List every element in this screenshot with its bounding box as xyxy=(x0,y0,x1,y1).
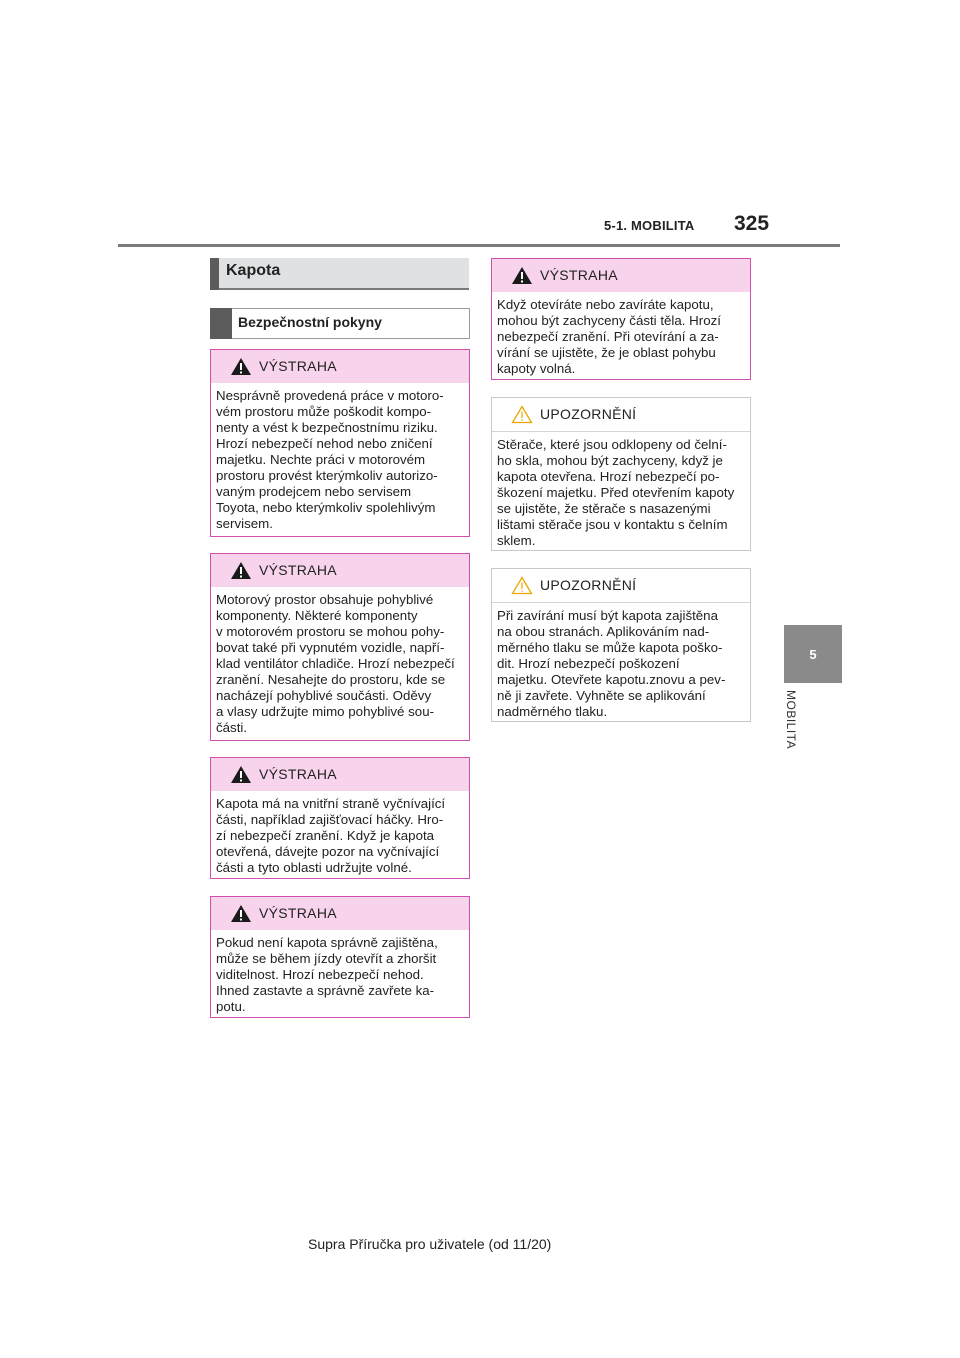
warning-header xyxy=(211,554,469,587)
warning-triangle-icon xyxy=(230,561,252,580)
subsection-heading-text: Bezpečnostní pokyny xyxy=(238,314,382,330)
warning-text xyxy=(211,383,469,532)
chapter-label xyxy=(784,690,806,770)
text-line: Stěrače, které jsou odklopeny od čelní- xyxy=(497,437,727,452)
warning-box xyxy=(210,757,470,879)
text-line: komponenty. Některé komponenty xyxy=(216,608,418,623)
warning-title: VÝSTRAHA xyxy=(540,267,618,283)
caution-header xyxy=(492,398,750,432)
text-line: dit. Hrozí nebezpečí poškození xyxy=(497,656,680,671)
text-line: v motorovém prostoru se mohou pohy- xyxy=(216,624,445,639)
warning-triangle-icon xyxy=(230,904,252,923)
text-line: servisem. xyxy=(216,516,273,531)
text-line: Kapota má na vnitřní straně vyčnívající xyxy=(216,796,446,811)
caution-title: UPOZORNĚNÍ xyxy=(540,577,637,593)
warning-triangle-icon xyxy=(230,357,252,376)
warning-triangle-icon xyxy=(511,266,533,285)
text-line: části a tyto oblasti udržujte volné. xyxy=(216,860,412,875)
subsection-heading xyxy=(210,308,470,339)
text-line: vém prostoru může poškodit kompo- xyxy=(216,404,432,419)
text-line: Pokud není kapota správně zajištěna, xyxy=(216,935,438,950)
text-line: části, například zajišťovací háčky. Hro- xyxy=(216,812,444,827)
text-line: prostoru provést kterýmkoliv autorizo- xyxy=(216,468,438,483)
text-line: majetku. Nechte práci v motorovém xyxy=(216,452,426,467)
text-line: sklem. xyxy=(497,533,536,548)
text-line: Motorový prostor obsahuje pohyblivé xyxy=(216,592,434,607)
text-line: zranění. Nesahejte do prostoru, kde se xyxy=(216,672,446,687)
text-line: Při zavírání musí být kapota zajištěna xyxy=(497,608,718,623)
text-line: vírání se ujistěte, že je oblast pohybu xyxy=(497,345,716,360)
warning-title: VÝSTRAHA xyxy=(259,358,337,374)
text-line: Toyota, nebo kterýmkoliv spolehlivým xyxy=(216,500,436,515)
text-line: mohou být zachyceny části těla. Hrozí xyxy=(497,313,721,328)
subheading-bar xyxy=(210,308,232,339)
text-line: nenty a vést k bezpečnostnímu riziku. xyxy=(216,420,438,435)
text-line: nacházejí pohyblivé součásti. Oděvy xyxy=(216,688,432,703)
text-line: nebezpečí zranění. Při otevírání a za- xyxy=(497,329,719,344)
caution-text xyxy=(492,603,750,720)
warning-title: VÝSTRAHA xyxy=(259,766,337,782)
caution-triangle-icon xyxy=(511,576,533,595)
chapter-tab[interactable]: 5 xyxy=(784,625,842,683)
warning-header xyxy=(211,758,469,791)
caution-text xyxy=(492,432,750,549)
warning-header xyxy=(492,259,750,292)
warning-header xyxy=(211,350,469,383)
text-line: nadměrného tlaku. xyxy=(497,704,608,719)
text-line: kapota otevřena. Hrozí nebezpečí po- xyxy=(497,469,720,484)
warning-header xyxy=(211,897,469,930)
warning-box xyxy=(491,258,751,380)
section-heading-text: Kapota xyxy=(226,262,281,279)
text-line: klad ventilátor chladiče. Hrozí nebezpečí xyxy=(216,656,455,671)
caution-box xyxy=(491,568,751,722)
text-line: viditelnost. Hrozí nebezpečí nehod. xyxy=(216,967,424,982)
text-line: Hrozí nebezpečí nehod nebo zničení xyxy=(216,436,433,451)
text-line: na obou stranách. Aplikováním nad- xyxy=(497,624,710,639)
text-line: lištami stěrače jsou v kontaktu s čelním xyxy=(497,517,728,532)
text-line: otevřená, dávejte pozor na vyčnívající xyxy=(216,844,440,859)
heading-bar xyxy=(210,258,219,290)
caution-box xyxy=(491,397,751,551)
caution-header xyxy=(492,569,750,603)
text-line: měrného tlaku se může kapota poško- xyxy=(497,640,723,655)
warning-box xyxy=(210,553,470,741)
caution-title: UPOZORNĚNÍ xyxy=(540,406,637,422)
warning-text xyxy=(211,587,469,736)
text-line: se ujistěte, že stěrače s nasazenými xyxy=(497,501,711,516)
text-line: majetku. Otevřete kapotu.znovu a pev- xyxy=(497,672,726,687)
chapter-label-text: MOBILITA xyxy=(784,690,798,750)
warning-box xyxy=(210,349,470,537)
text-line: Nesprávně provedená práce v motoro- xyxy=(216,388,444,403)
text-line: Ihned zastavte a správně zavřete ka- xyxy=(216,983,435,998)
warning-text xyxy=(492,292,750,377)
warning-title: VÝSTRAHA xyxy=(259,562,337,578)
text-line: ně ji zavřete. Vyhněte se aplikování xyxy=(497,688,706,703)
section-title: 5-1. MOBILITA xyxy=(604,218,695,233)
text-line: zí nebezpečí zranění. Když je kapota xyxy=(216,828,435,843)
warning-triangle-icon xyxy=(230,765,252,784)
text-line: bovat také při vypnutém vozidle, napří- xyxy=(216,640,445,655)
text-line: kapoty volná. xyxy=(497,361,576,376)
section-heading xyxy=(210,258,469,290)
warning-text xyxy=(211,930,469,1015)
warning-title: VÝSTRAHA xyxy=(259,905,337,921)
text-line: může se během jízdy otevřít a zhoršit xyxy=(216,951,437,966)
warning-text xyxy=(211,791,469,876)
text-line: části. xyxy=(216,720,248,735)
header-rule xyxy=(118,244,840,247)
text-line: potu. xyxy=(216,999,246,1014)
text-line: ho skla, mohou být zachyceny, když je xyxy=(497,453,723,468)
footer-text: Supra Příručka pro uživatele (od 11/20) xyxy=(308,1236,552,1252)
warning-box xyxy=(210,896,470,1018)
text-line: vaným prodejcem nebo servisem xyxy=(216,484,412,499)
text-line: škození majetku. Před otevřením kapoty xyxy=(497,485,735,500)
page-number: 325 xyxy=(734,212,770,235)
text-line: a vlasy udržujte mimo pohyblivé sou- xyxy=(216,704,435,719)
text-line: Když otevíráte nebo zavíráte kapotu, xyxy=(497,297,714,312)
caution-triangle-icon xyxy=(511,405,533,424)
